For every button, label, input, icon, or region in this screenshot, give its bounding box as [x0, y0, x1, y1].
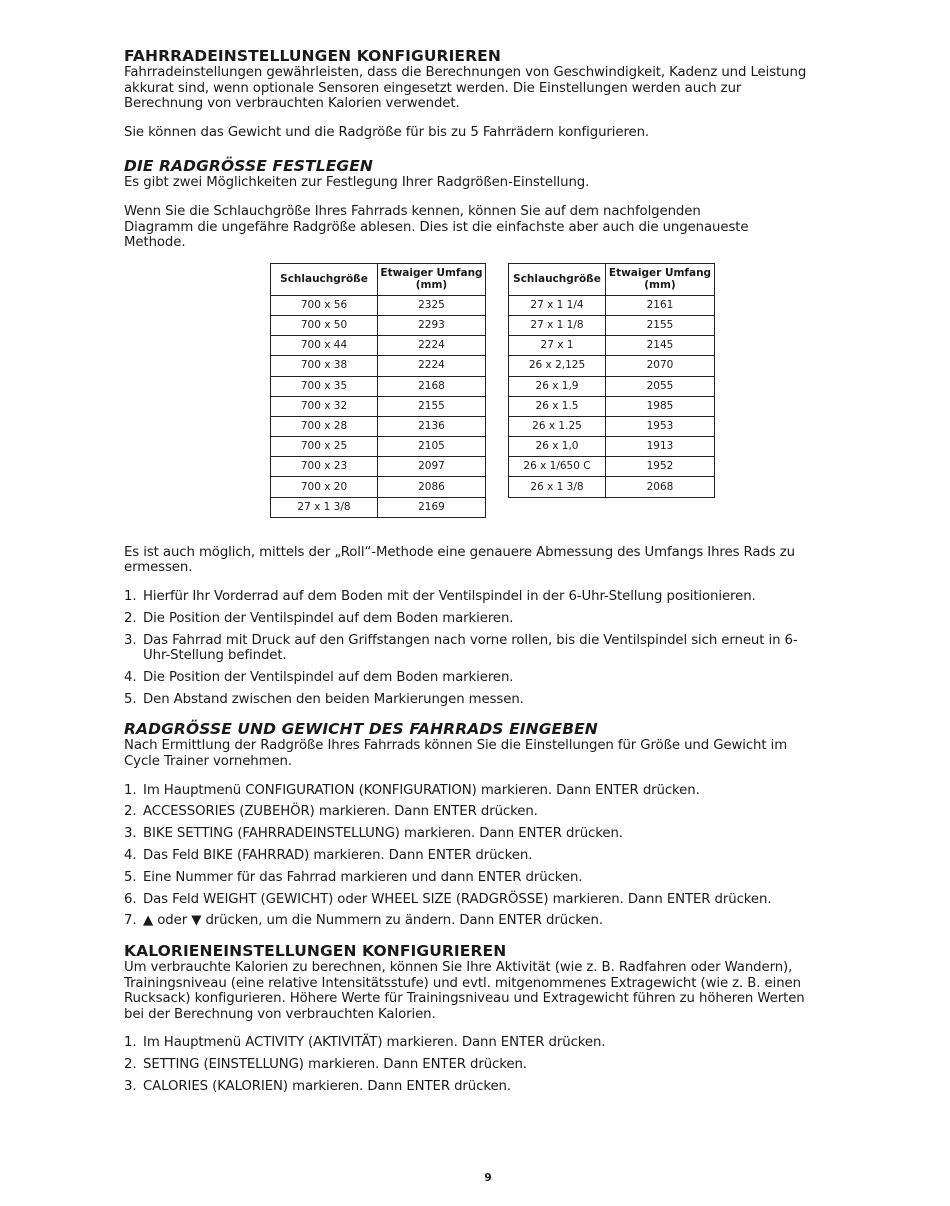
circumference-cell: 2168: [378, 376, 486, 396]
tube-size-cell: 26 x 1 3/8: [509, 477, 606, 497]
table-row: [509, 356, 715, 376]
table-row: [509, 437, 715, 457]
table-row: [509, 477, 715, 497]
table-row: [271, 315, 486, 335]
circumference-cell: 2070: [606, 356, 715, 376]
list-item-text: BIKE SETTING (FAHRRADEINSTELLUNG) markieren. Dann ENTER drücken.: [143, 826, 623, 842]
table-row: [509, 315, 715, 335]
roll-method-steps: [124, 589, 814, 707]
tube-size-cell: 700 x 35: [271, 376, 378, 396]
list-item-number: 2.: [124, 804, 137, 820]
heading-bike-settings: FAHRRADEINSTELLUNGEN KONFIGURIEREN: [124, 47, 501, 65]
list-item-text: Den Abstand zwischen den beiden Markierungen messen.: [143, 691, 524, 707]
table-row: [271, 295, 486, 315]
list-item-number: 1.: [124, 1035, 137, 1051]
tube-size-cell: 700 x 50: [271, 315, 378, 335]
tube-size-cell: 700 x 28: [271, 416, 378, 436]
list-item: [124, 692, 814, 708]
list-item-text: ACCESSORIES (ZUBEHÖR) markieren. Dann ENTER drücken.: [143, 804, 538, 820]
table-row: [271, 356, 486, 376]
tube-size-cell: 700 x 20: [271, 477, 378, 497]
paragraph-calorie-intro: Um verbrauchte Kalorien zu berechnen, können Sie Ihre Aktivität (wie z. B. Radfahren oder Wandern), Trainingsniveau (eine relative Intensitätsstufe) und evtl. mitgenommenes Extragewicht (wie z. B. einen Rucksack) konfigurieren. Höhere Werte für Trainingsniveau und Extragewicht führen zu höheren Werten bei der Berechnung von verbrauchten Kalorien.: [124, 960, 805, 1022]
table-row: [509, 457, 715, 477]
circumference-cell: 2145: [606, 336, 715, 356]
circumference-cell: 2136: [378, 416, 486, 436]
list-item-number: 4.: [124, 847, 137, 863]
circumference-cell: 2086: [378, 477, 486, 497]
paragraph-wheel-size-options: Es gibt zwei Möglichkeiten zur Festlegung Ihrer Radgrößen-Einstellung.: [124, 175, 590, 191]
page-content: [124, 47, 814, 1101]
list-item: [124, 589, 814, 605]
list-item-text: Das Fahrrad mit Druck auf den Griffstangen nach vorne rollen, bis die Ventilspindel sich erneut in 6-Uhr-Stellung befindet.: [143, 632, 798, 664]
list-item: [124, 783, 814, 799]
tube-size-cell: 26 x 1,0: [509, 437, 606, 457]
table-row: [271, 477, 486, 497]
list-item-text: ▲ oder ▼ drücken, um die Nummern zu ändern. Dann ENTER drücken.: [143, 913, 603, 929]
list-item-number: 5.: [124, 691, 137, 707]
table-row: [509, 396, 715, 416]
circumference-cell: 1985: [606, 396, 715, 416]
list-item-text: Das Feld BIKE (FAHRRAD) markieren. Dann ENTER drücken.: [143, 847, 533, 863]
tube-size-cell: 700 x 32: [271, 396, 378, 416]
tube-size-cell: 27 x 1: [509, 336, 606, 356]
table-row: [271, 457, 486, 477]
list-item-number: 3.: [124, 632, 137, 648]
paragraph-wheel-size-chart: Wenn Sie die Schlauchgröße Ihres Fahrrads kennen, können Sie auf dem nachfolgenden Diagramm die ungefähre Radgröße ablesen. Dies ist die einfachste aber auch die ungenaueste Methode.: [124, 203, 749, 251]
tire-size-table-right: [508, 263, 715, 498]
list-item-text: Das Feld WEIGHT (GEWICHT) oder WHEEL SIZE (RADGRÖSSE) markieren. Dann ENTER drücken.: [143, 891, 772, 907]
list-item: [124, 611, 814, 627]
list-item: [124, 826, 814, 842]
tube-size-cell: 700 x 38: [271, 356, 378, 376]
paragraph-bike-settings-intro: Fahrradeinstellungen gewährleisten, dass die Berechnungen von Geschwindigkeit, Kadenz und Leistung akkurat sind, wenn optionale Sensoren eingesetzt werden. Die Einstellungen werden auch zur Berechnung von verbrauchten Kalorien verwendet.: [124, 65, 807, 112]
tube-size-cell: 26 x 1/650 C: [509, 457, 606, 477]
list-item-number: 2.: [124, 610, 137, 626]
list-item: [124, 1057, 814, 1073]
list-item-text: SETTING (EINSTELLUNG) markieren. Dann ENTER drücken.: [143, 1057, 527, 1073]
list-item: [124, 804, 814, 820]
table-row: [509, 416, 715, 436]
tube-size-cell: 700 x 23: [271, 457, 378, 477]
list-item-number: 3.: [124, 1079, 137, 1095]
table-row: [271, 437, 486, 457]
tube-size-cell: 700 x 25: [271, 437, 378, 457]
table-row: [271, 336, 486, 356]
list-item: [124, 870, 814, 886]
list-item-text: Im Hauptmenü CONFIGURATION (KONFIGURATION) markieren. Dann ENTER drücken.: [143, 782, 700, 798]
circumference-cell: 2169: [378, 497, 486, 517]
header-circumference: Etwaiger Umfang (mm): [378, 263, 486, 295]
table-row: [509, 376, 715, 396]
list-item-number: 4.: [124, 669, 137, 685]
circumference-cell: 2224: [378, 356, 486, 376]
list-item-text: Im Hauptmenü ACTIVITY (AKTIVITÄT) markieren. Dann ENTER drücken.: [143, 1035, 606, 1051]
list-item: [124, 913, 814, 929]
list-item-number: 5.: [124, 869, 137, 885]
circumference-cell: 1953: [606, 416, 715, 436]
tube-size-cell: 26 x 2,125: [509, 356, 606, 376]
circumference-cell: 2097: [378, 457, 486, 477]
list-item-text: Eine Nummer für das Fahrrad markieren und dann ENTER drücken.: [143, 869, 583, 885]
header-tube-size: Schlauchgröße: [271, 263, 378, 295]
table-row: [271, 376, 486, 396]
circumference-cell: 2155: [606, 315, 715, 335]
tube-size-cell: 27 x 1 1/8: [509, 315, 606, 335]
circumference-cell: 2293: [378, 315, 486, 335]
heading-calorie-settings: KALORIENEINSTELLUNGEN KONFIGURIEREN: [124, 942, 507, 961]
circumference-cell: 1913: [606, 437, 715, 457]
paragraph-roll-method: Es ist auch möglich, mittels der „Roll“-Methode eine genauere Abmessung des Umfangs Ihres Rads zu ermessen.: [124, 544, 795, 576]
tube-size-cell: 26 x 1,9: [509, 376, 606, 396]
table-row: [509, 336, 715, 356]
list-item-text: Die Position der Ventilspindel auf dem Boden markieren.: [143, 669, 514, 685]
list-item-number: 7.: [124, 913, 137, 929]
tube-size-cell: 700 x 56: [271, 295, 378, 315]
table-row: [271, 396, 486, 416]
calorie-steps: [124, 1035, 814, 1094]
circumference-cell: 2325: [378, 295, 486, 315]
list-item: [124, 1079, 814, 1095]
tube-size-cell: 26 x 1.5: [509, 396, 606, 416]
circumference-cell: 1952: [606, 457, 715, 477]
list-item-text: CALORIES (KALORIEN) markieren. Dann ENTER drücken.: [143, 1079, 511, 1095]
tube-size-cell: 700 x 44: [271, 336, 378, 356]
circumference-cell: 2068: [606, 477, 715, 497]
header-tube-size: Schlauchgröße: [509, 263, 606, 295]
page-number: 9: [484, 1172, 492, 1184]
circumference-cell: 2155: [378, 396, 486, 416]
list-item: [124, 848, 814, 864]
enter-wheel-steps: [124, 783, 814, 929]
tube-size-cell: 26 x 1.25: [509, 416, 606, 436]
tube-size-cell: 27 x 1 1/4: [509, 295, 606, 315]
heading-wheel-size: DIE RADGRÖSSE FESTLEGEN: [124, 157, 373, 176]
tire-size-table-left: [270, 263, 486, 518]
list-item-number: 6.: [124, 891, 137, 907]
table-row: [271, 416, 486, 436]
heading-enter-wheel-weight: RADGRÖSSE UND GEWICHT DES FAHRRADS EINGEBEN: [124, 720, 598, 739]
list-item-number: 1.: [124, 782, 137, 798]
list-item-text: Die Position der Ventilspindel auf dem Boden markieren.: [143, 610, 514, 626]
table-row: [271, 497, 486, 517]
list-item: [124, 892, 814, 908]
table-row: [509, 295, 715, 315]
tire-size-tables: [124, 263, 814, 525]
tube-size-cell: 27 x 1 3/8: [271, 497, 378, 517]
paragraph-enter-wheel-intro: Nach Ermittlung der Radgröße Ihres Fahrrads können Sie die Einstellungen für Größe und Gewicht im Cycle Trainer vornehmen.: [124, 738, 788, 770]
header-circumference: Etwaiger Umfang (mm): [606, 263, 715, 295]
list-item-number: 1.: [124, 588, 137, 604]
list-item: [124, 633, 814, 664]
circumference-cell: 2161: [606, 295, 715, 315]
list-item: [124, 1035, 814, 1051]
circumference-cell: 2224: [378, 336, 486, 356]
circumference-cell: 2055: [606, 376, 715, 396]
paragraph-bike-count: Sie können das Gewicht und die Radgröße für bis zu 5 Fahrrädern konfigurieren.: [124, 124, 650, 140]
list-item: [124, 670, 814, 686]
list-item-text: Hierfür Ihr Vorderrad auf dem Boden mit der Ventilspindel in der 6-Uhr-Stellung positionieren.: [143, 588, 756, 604]
list-item-number: 3.: [124, 826, 137, 842]
circumference-cell: 2105: [378, 437, 486, 457]
list-item-number: 2.: [124, 1057, 137, 1073]
